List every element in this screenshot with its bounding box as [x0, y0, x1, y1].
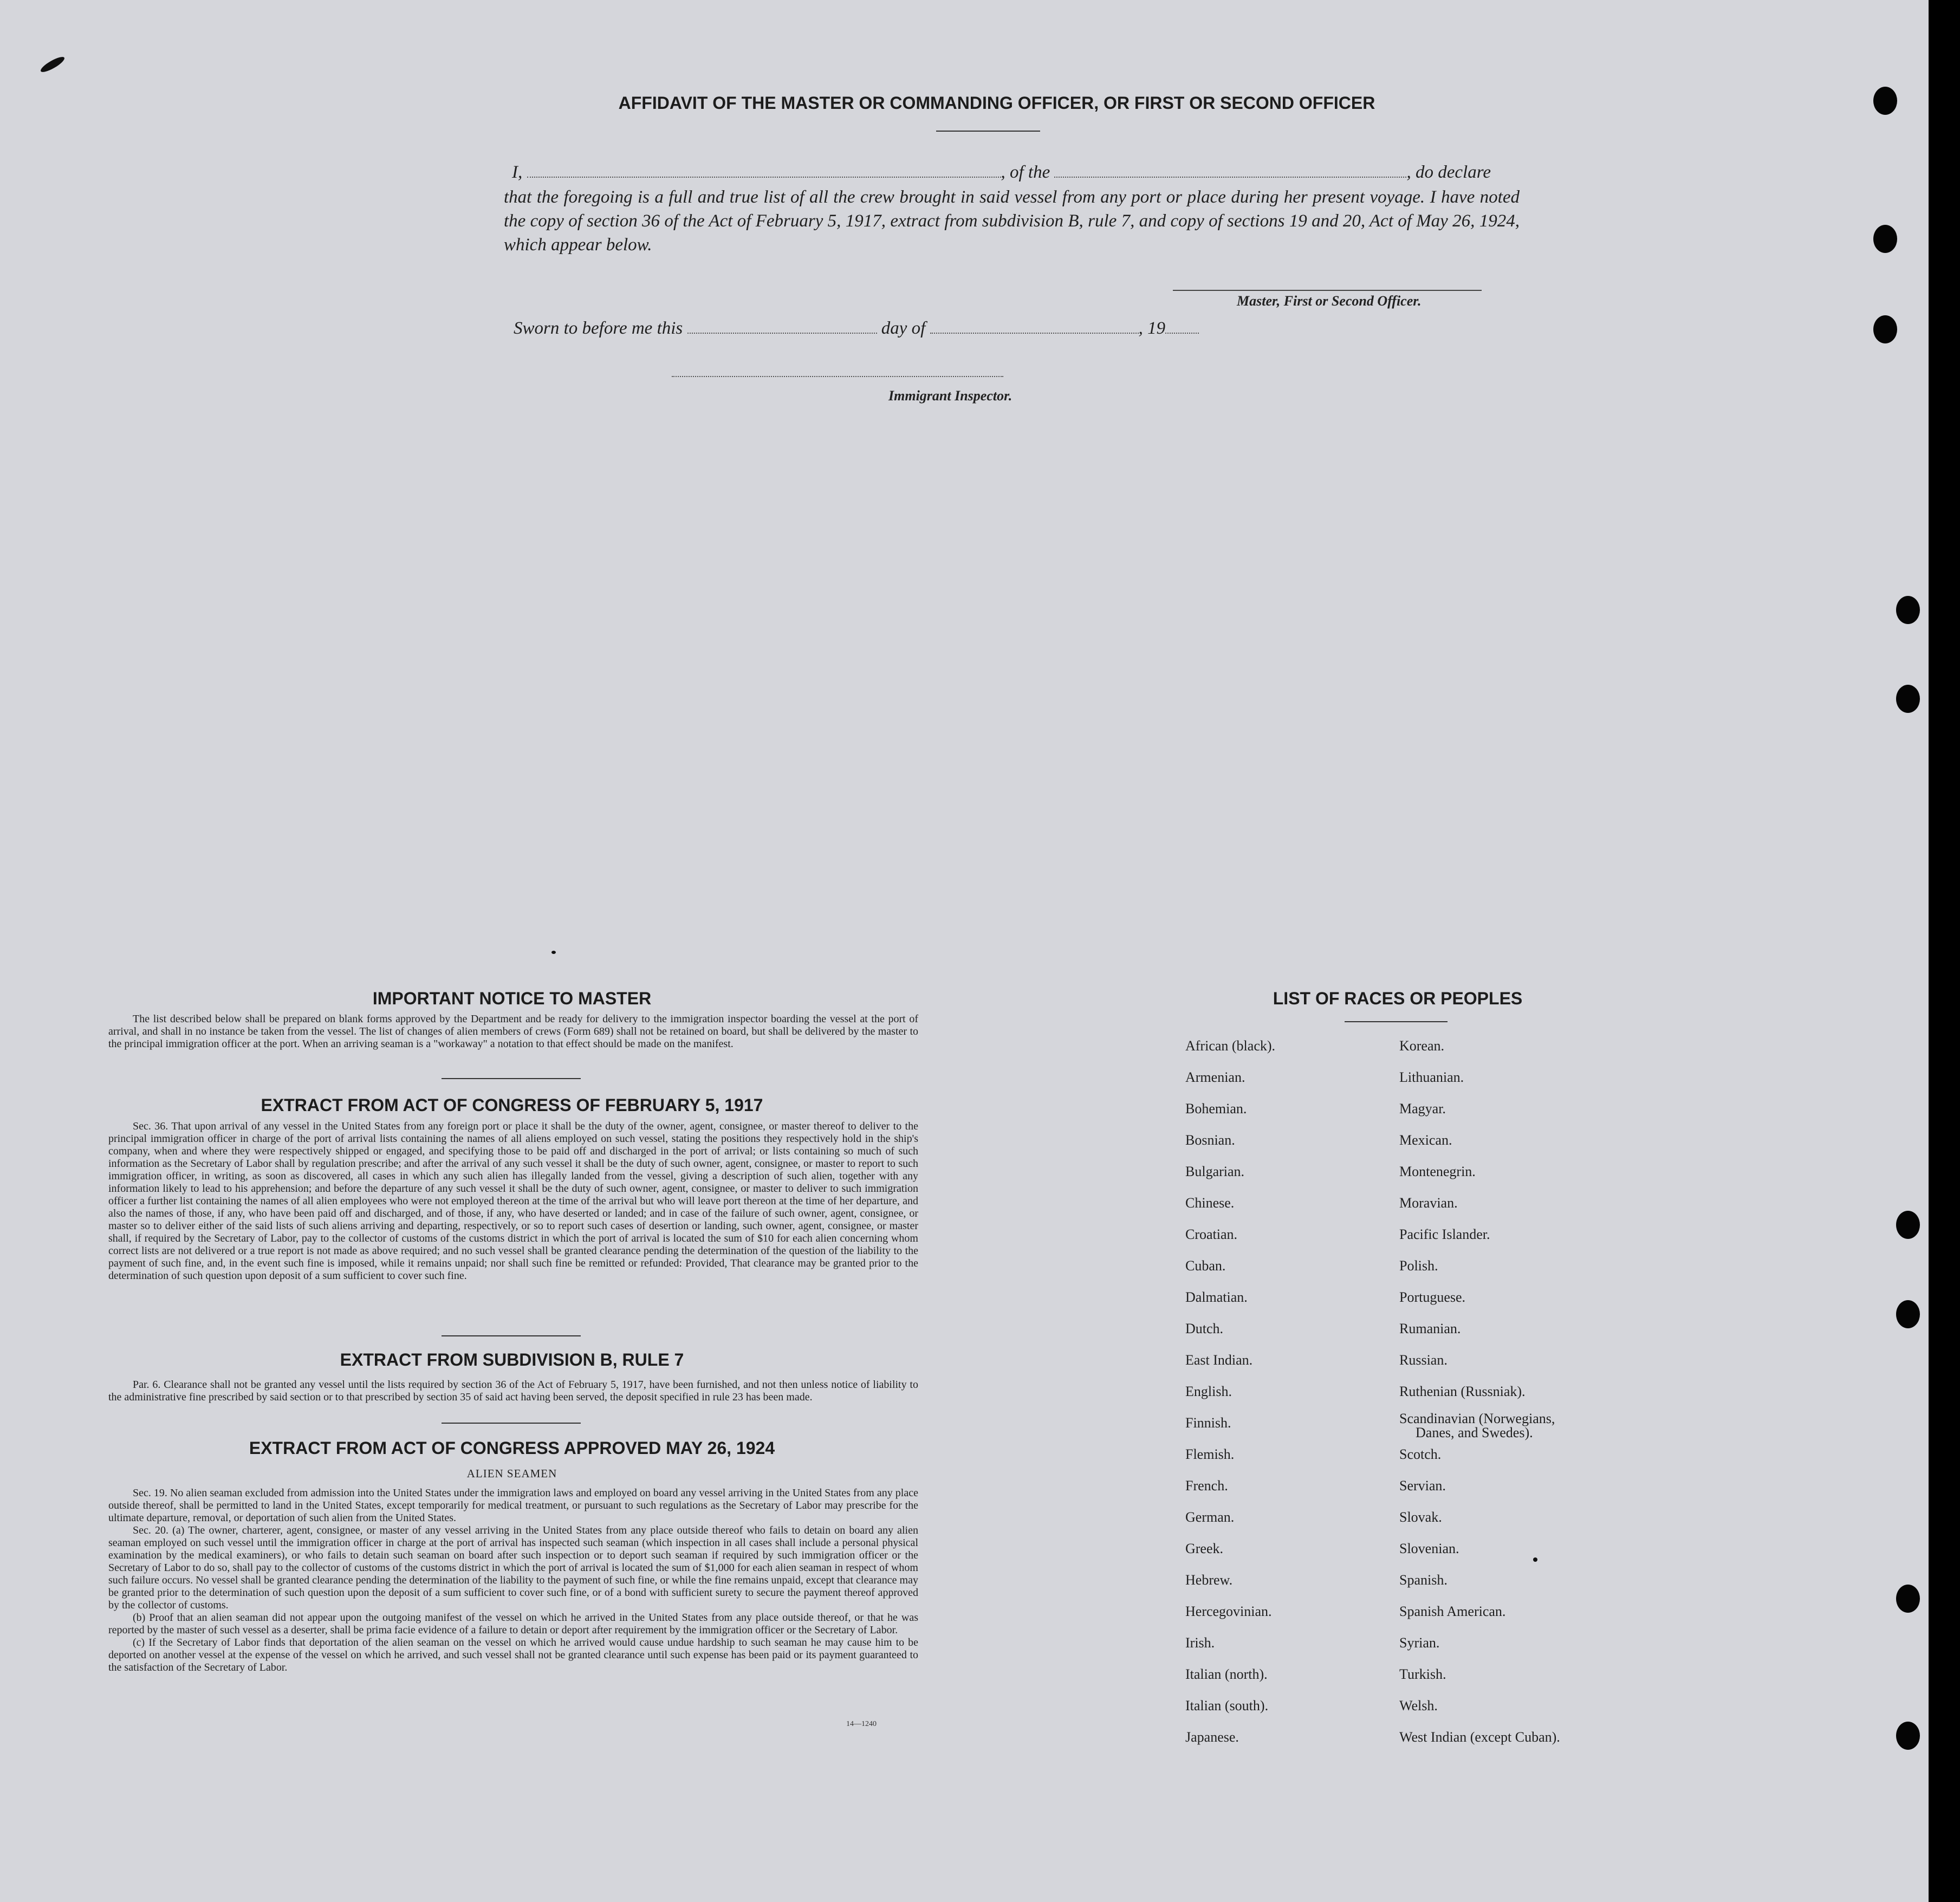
race-item: Welsh. — [1399, 1698, 1438, 1713]
race-item: Scotch. — [1399, 1446, 1442, 1462]
extract-1917-title: EXTRACT FROM ACT OF CONGRESS OF FEBRUARY 5, 1917 — [261, 1095, 763, 1115]
section-20c-paragraph: (c) If the Secretary of Labor finds that deportation of the alien seaman on the vessel on which he arrived would cause undue hardship to such seaman he may cause him to be deported on another vessel at the expense of the vessel on which he arrived, and such vessel shall not be granted clearance until such expense has been paid or its payment guaranteed to the satisfaction of the Secretary of Labor. — [108, 1637, 918, 1673]
race-item: Japanese. — [1185, 1729, 1239, 1745]
races-title: LIST OF RACES OR PEOPLES — [1273, 989, 1523, 1008]
race-item: Bosnian. — [1185, 1132, 1235, 1148]
extract-1917-body — [108, 1120, 918, 1282]
race-item: Polish. — [1399, 1258, 1438, 1274]
declare-suffix: , do declare — [1406, 163, 1491, 182]
punch-hole — [1873, 225, 1897, 253]
race-item: Spanish American. — [1399, 1604, 1506, 1619]
races-title-rule — [1345, 1021, 1448, 1022]
rule-7-body — [108, 1379, 918, 1404]
extract-1917-rule — [442, 1335, 581, 1336]
punch-hole — [1896, 1722, 1920, 1750]
paragraph-6: Par. 6. Clearance shall not be granted any vessel until the lists required by section 36 of the Act of February 5, 1917, have been furnished, and not then unless notice of liability to the administrative fine prescribed by said section or to that prescribed by section 35 of said act having been served, the deposit specified in rule 23 has been made. — [108, 1379, 918, 1403]
race-item: Bohemian. — [1185, 1101, 1247, 1116]
punch-hole — [1873, 87, 1897, 115]
section-19-paragraph: Sec. 19. No alien seaman excluded from admission into the United States under the immigration laws and employed on board any vessel arriving in the United States from any place outside thereof, shall be permitted to land in the United States, except temporarily for medical treatment, or pursuant to such regulations as the Secretary of Labor may prescribe for the ultimate departure, removal, or deportation of such alien from the United States. — [108, 1487, 918, 1524]
alien-seamen-subtitle: ALIEN SEAMEN — [466, 1467, 557, 1480]
extract-1924-title: EXTRACT FROM ACT OF CONGRESS APPROVED MAY 26, 1924 — [249, 1438, 775, 1458]
ink-speck-mark — [1533, 1557, 1537, 1562]
races-list — [1185, 1038, 1619, 1758]
punch-hole — [1896, 1211, 1920, 1239]
race-item: Slovak. — [1399, 1509, 1442, 1525]
affidavit-body: that the foregoing is a full and true list of all the crew brought in said vessel from any port or place during her present voyage. I have noted the copy of section 36 of the Act of February 5, 1917, extract from subdivision B, rule 7, and copy of sections 19 and 20, Act of May 26, 1924, which appear below. — [504, 187, 1520, 255]
scan-border — [1929, 0, 1960, 1902]
form-number: 14—1240 — [846, 1720, 877, 1728]
race-item: Scandinavian (Norwegians, — [1399, 1411, 1555, 1426]
race-item: Portuguese. — [1399, 1289, 1466, 1305]
punch-hole — [1896, 596, 1920, 624]
race-item: French. — [1185, 1478, 1228, 1494]
race-item: Spanish. — [1399, 1572, 1448, 1588]
race-item: Flemish. — [1185, 1446, 1235, 1462]
punch-hole — [1873, 315, 1897, 343]
vessel-name-field[interactable] — [1054, 163, 1406, 178]
race-item: English. — [1185, 1384, 1232, 1399]
punch-hole — [1896, 1585, 1920, 1613]
sworn-day-field[interactable] — [687, 319, 877, 334]
race-item: Hebrew. — [1185, 1572, 1233, 1588]
vessel-prefix: , of the — [1001, 163, 1050, 182]
sworn-year-field[interactable] — [1165, 319, 1199, 334]
master-signature-caption: Master, First or Second Officer. — [1237, 293, 1422, 309]
race-item: German. — [1185, 1509, 1235, 1525]
sworn-month-field[interactable] — [930, 319, 1139, 334]
race-item: Cuban. — [1185, 1258, 1226, 1274]
race-item: Syrian. — [1399, 1635, 1440, 1651]
race-item: Finnish. — [1185, 1415, 1231, 1431]
rule-7-title: EXTRACT FROM SUBDIVISION B, RULE 7 — [340, 1350, 684, 1369]
race-item: Hercegovinian. — [1185, 1604, 1272, 1619]
punch-hole — [1896, 685, 1920, 713]
punch-hole — [1896, 1300, 1920, 1328]
sworn-prefix: Sworn to before me this — [514, 319, 683, 338]
race-item: Servian. — [1399, 1478, 1446, 1494]
race-item: Slovenian. — [1399, 1541, 1459, 1556]
race-item: Korean. — [1399, 1038, 1445, 1054]
race-item: Magyar. — [1399, 1101, 1446, 1116]
race-item: Croatian. — [1185, 1226, 1238, 1242]
ink-blot-mark — [39, 54, 66, 74]
affidavit-title-rule — [936, 131, 1040, 132]
notice-rule — [442, 1078, 581, 1079]
affidavit-title: AFFIDAVIT OF THE MASTER OR COMMANDING OFFICER, OR FIRST OR SECOND OFFICER — [618, 93, 1375, 113]
day-of-label: day of — [881, 319, 926, 338]
section-20b-paragraph: (b) Proof that an alien seaman did not appear upon the outgoing manifest of the vessel on which he arrived in the United States from any place outside thereof, or that he was reported by the master of such vessel as a deserter, shall be prima facie evidence of a failure to detain or deport after requirement by the immigration officer or the Secretary of Labor. — [108, 1612, 918, 1636]
race-item: Dalmatian. — [1185, 1289, 1248, 1305]
notice-title: IMPORTANT NOTICE TO MASTER — [372, 989, 652, 1008]
race-item: Mexican. — [1399, 1132, 1452, 1148]
year-prefix: , 19 — [1138, 319, 1166, 338]
race-item: Chinese. — [1185, 1195, 1235, 1211]
race-item: Turkish. — [1399, 1666, 1446, 1682]
race-item: African (black). — [1185, 1038, 1276, 1054]
master-signature-line[interactable] — [1173, 290, 1482, 291]
race-item: Russian. — [1399, 1352, 1448, 1368]
notice-body — [108, 1013, 918, 1050]
race-item: East Indian. — [1185, 1352, 1253, 1368]
race-item: Greek. — [1185, 1541, 1224, 1556]
race-item: Italian (south). — [1185, 1698, 1269, 1713]
race-item: Irish. — [1185, 1635, 1215, 1651]
section-36-paragraph: Sec. 36. That upon arrival of any vessel in the United States from any foreign port or place it shall be the duty of the owner, agent, consignee, or master thereof to deliver to the principal immigration officer in charge of the port of arrival lists containing the names of all aliens employed on such vessel, stating the positions they respectively hold in the ship's company, when and where they were respectively shipped or engaged, and specifying those to be paid off and discharged in the port of arrival; or lists containing so much of such information as the Secretary of Labor shall by regulation prescribe; and after the arrival of any such vessel it shall be the duty of such owner, agent, consignee, or master to report to such immigration officer, in writing, as soon as discovered, all cases in which any such alien has illegally landed from the vessel, giving a description of such alien, together with any information likely to lead to his apprehension; and before the departure of any such vessel it shall be the duty of such owner, agent, consignee, or master to deliver to such immigration officer a further list containing the names of all alien employees who were not employed thereon at the time of the arrival but who will leave port thereon at the time of her departure, and also the names of those, if any, who have been paid off and discharged, and of those, if any, who have deserted or landed; and in case of the failure of such owner, agent, consignee, or master so to deliver either of the said lists of such aliens arriving and departing, respectively, or so to report such cases of desertion or landing, such owner, agent, consignee, or master shall, if required by the Secretary of Labor, pay to the collector of customs of the customs district in which the port of arrival is located the sum of $10 for each alien concerning whom correct lists are not delivered or a true report is not made as above required; and no such vessel shall be granted clearance pending the determination of the question of the liability to the payment of such fine, and, in the event such fine is imposed, while it remains unpaid; nor shall such fine be remitted or refunded: Provided, That clearance may be granted prior to the determination of such question upon deposit of a sum sufficient to cover such fine. — [108, 1120, 918, 1282]
ink-speck-mark — [551, 951, 556, 954]
section-20a-paragraph: Sec. 20. (a) The owner, charterer, agent, consignee, or master of any vessel arriving in the United States from any place outside thereof who fails to detain on board any alien seaman employed on such vessel until the immigration officer in charge at the port of arrival has inspected such seaman (which inspection in all cases shall include a personal physical examination by the medical examiners), or who fails to detain such seaman on board after such inspection or to deport such seaman if required by such immigration officer or the Secretary of Labor to do so, shall pay to the collector of customs of the customs district in which the port of arrival is located the sum of $1,000 for each alien seaman in respect of whom such failure occurs. No vessel shall be granted clearance pending the determination of the liability to the payment of such fine, or while the fine remains unpaid, except that clearance may be granted prior to the determination of such question upon the deposit of a sum sufficient to cover such fine, or of a bond with sufficient surety to secure the payment thereof approved by the collector of customs. — [108, 1524, 918, 1611]
declarant-prefix: I, — [512, 163, 523, 182]
race-item: Lithuanian. — [1399, 1069, 1464, 1085]
race-item: West Indian (except Cuban). — [1399, 1729, 1560, 1745]
race-item: Armenian. — [1185, 1069, 1245, 1085]
race-item: Moravian. — [1399, 1195, 1458, 1211]
declarant-name-field[interactable] — [527, 163, 1001, 178]
inspector-signature-line[interactable] — [672, 376, 1003, 377]
race-item: Italian (north). — [1185, 1666, 1268, 1682]
race-item: Ruthenian (Russniak). — [1399, 1384, 1526, 1399]
race-item: Montenegrin. — [1399, 1164, 1476, 1179]
sworn-line — [514, 319, 1199, 339]
extract-1924-body — [108, 1487, 918, 1674]
race-item: Rumanian. — [1399, 1321, 1461, 1336]
race-item: Dutch. — [1185, 1321, 1224, 1336]
declarant-line — [512, 163, 1491, 183]
notice-paragraph: The list described below shall be prepared on blank forms approved by the Department and be ready for delivery to the immigration inspector boarding the vessel at the port of arrival, and shall in no instance be taken from the vessel. The list of changes of alien members of crews (Form 689) shall not be retained on board, but shall be delivered by the master to the principal immigration officer at the port. When an arriving seaman is a "workaway" a notation to that effect should be made on the manifest. — [108, 1013, 918, 1050]
race-item: Pacific Islander. — [1399, 1226, 1490, 1242]
inspector-signature-caption: Immigrant Inspector. — [888, 388, 1013, 404]
race-item: Bulgarian. — [1185, 1164, 1245, 1179]
rule-7-rule — [442, 1423, 581, 1424]
race-item-continued: Danes, and Swedes). — [1416, 1425, 1533, 1440]
